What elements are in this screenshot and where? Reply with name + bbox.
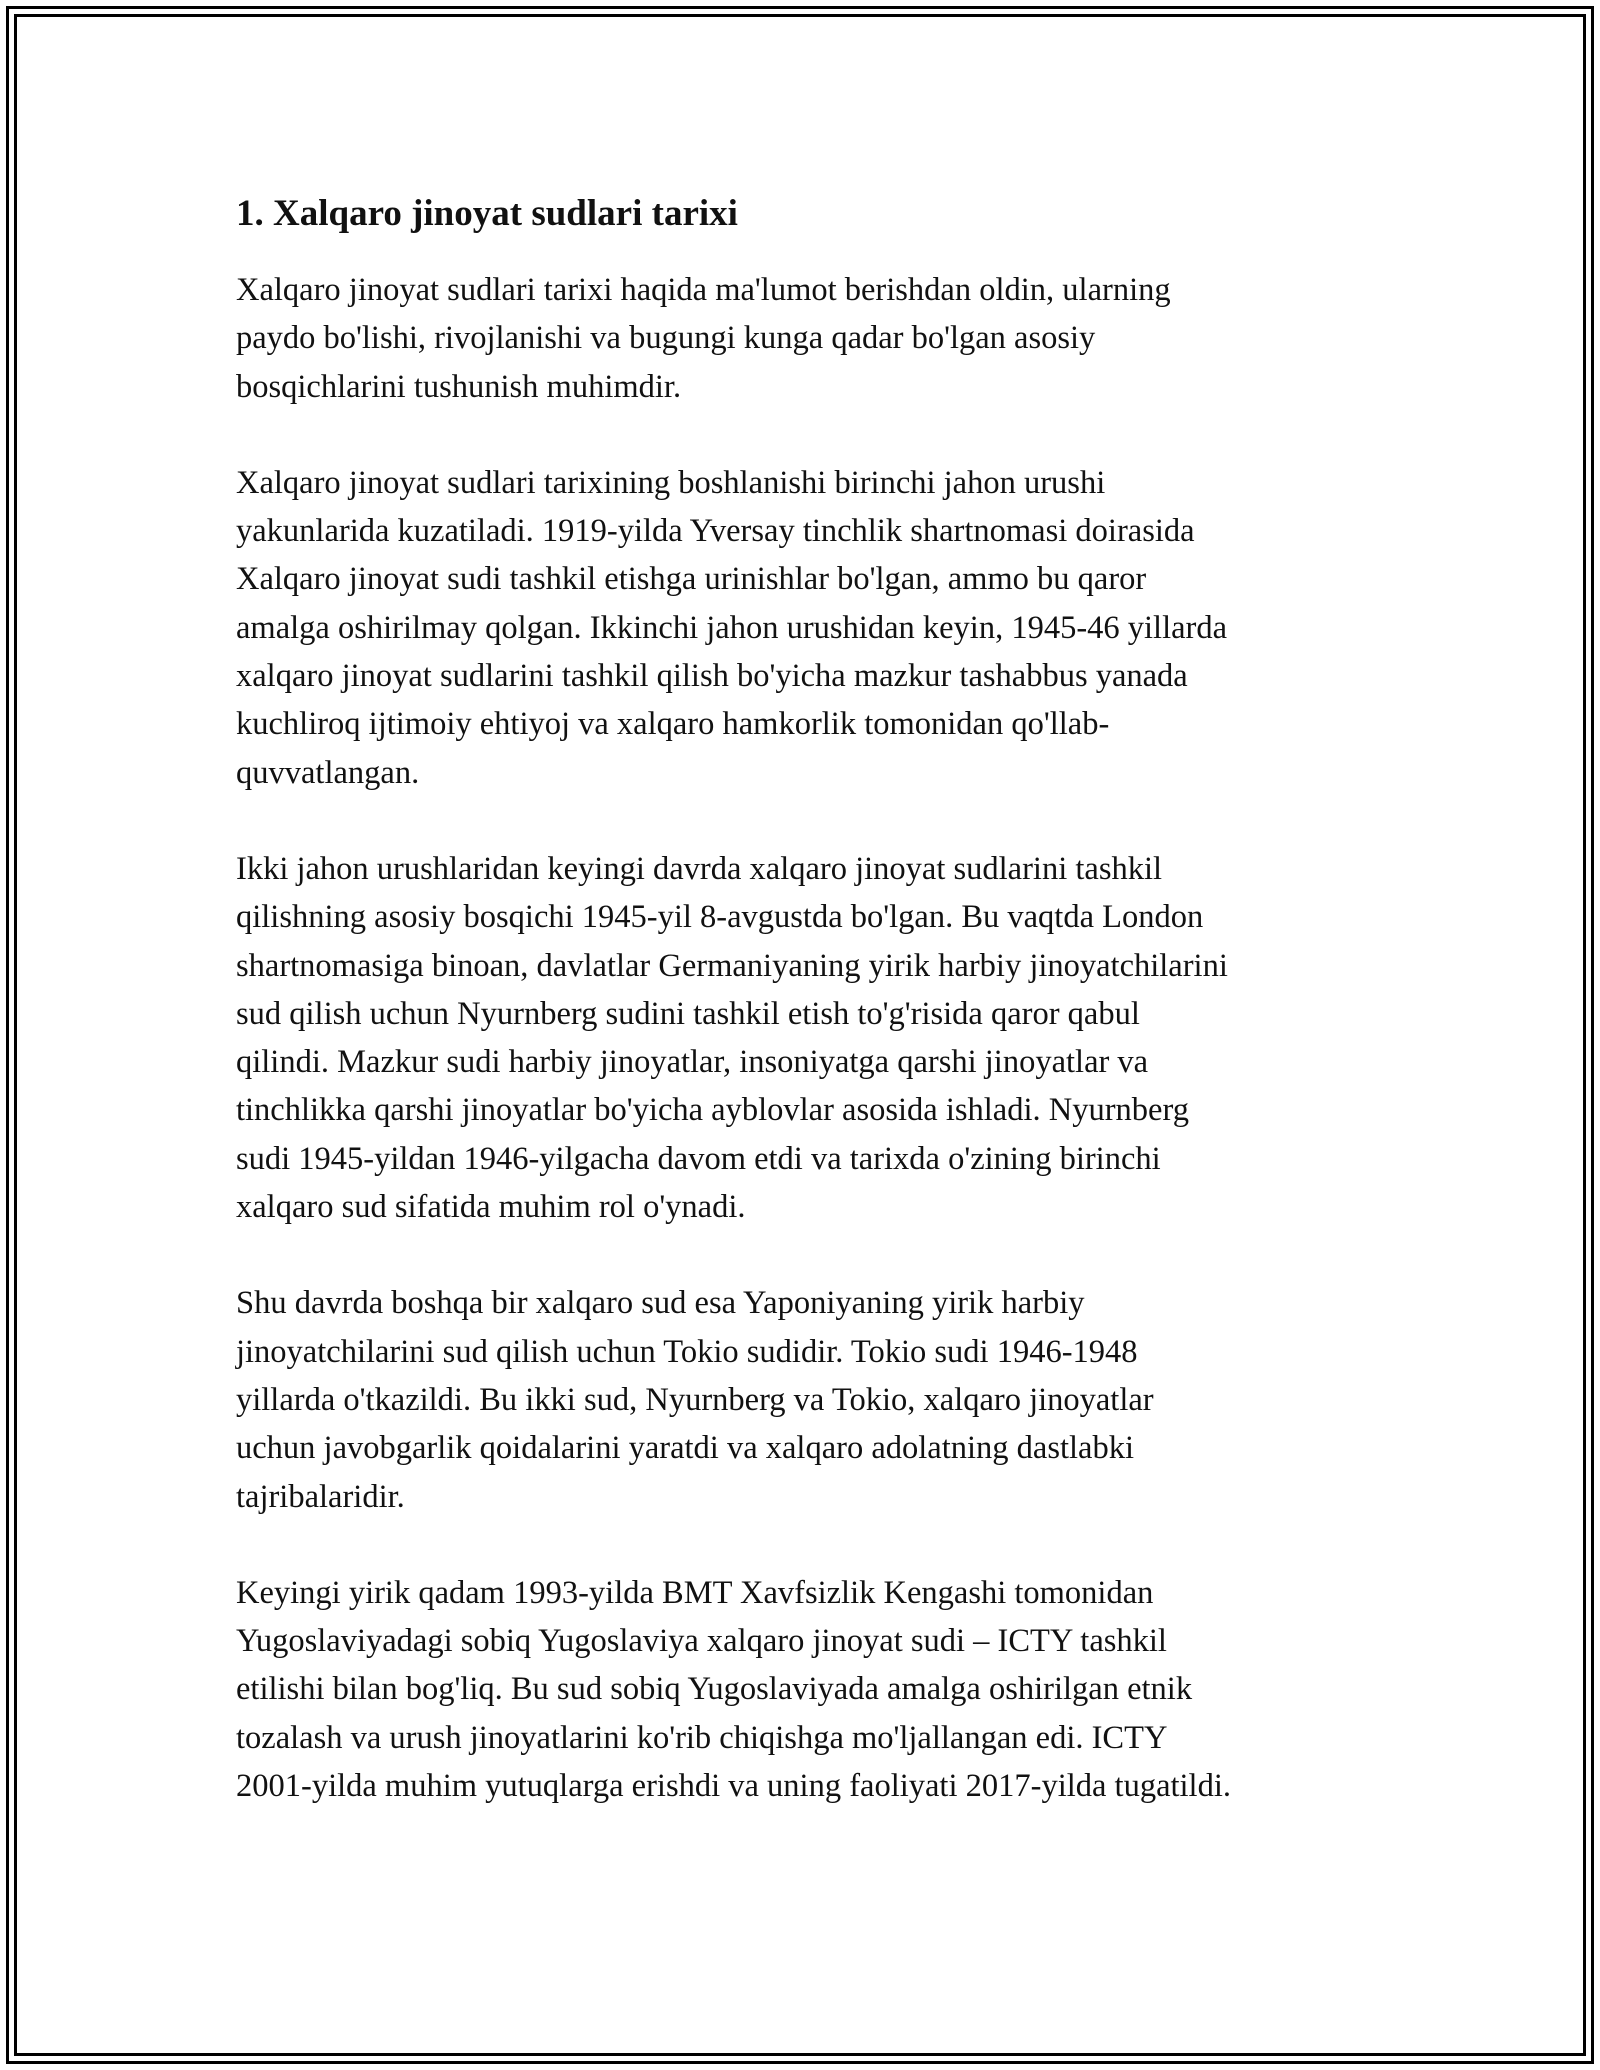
paragraph-origins: Xalqaro jinoyat sudlari tarixining boshlanishi birinchi jahon urushi yakunlarida kuzatiladi. 1919-yilda Yversay tinchlik shartnomasi doirasida Xalqaro jinoyat sudi tashkil etishga urinishlar bo'lgan, ammo bu qaror amalga oshirilmay qolgan. Ikkinchi jahon urushidan keyin, 1945-46 yillarda xalqaro jinoyat sudlarini tashkil qilish bo'yicha mazkur tashabbus yanada kuchliroq ijtimoiy ehtiyoj va xalqaro hamkorlik tomonidan qo'llab- quvvatlangan.	[236, 464, 1228, 791]
section-title: 1. Xalqaro jinoyat sudlari tarixi	[236, 193, 738, 234]
paragraph-nuremberg: Ikki jahon urushlaridan keyingi davrda xalqaro jinoyat sudlarini tashkil qilishning asosiy bosqichi 1945-yil 8-avgustda bo'lgan. Bu vaqtda London shartnomasiga binoan, davlatlar Germaniyaning yirik harbiy jinoyatchilarini sud qilish uchun Nyurnberg sudini tashkil etish to'g'risida qaror qabul qilindi. Mazkur sudi harbiy jinoyatlar, insoniyatga qarshi jinoyatlar va tinchlikka qarshi jinoyatlar bo'yicha ayblovlar asosida ishladi. Nyurnberg sudi 1945-yildan 1946-yilgacha davom etdi va tarixda o'zining birinchi xalqaro sud sifatida muhim rol o'ynadi.	[236, 850, 1228, 1226]
paragraph-icty: Keyingi yirik qadam 1993-yilda BMT Xavfsizlik Kengashi tomonidan Yugoslaviyadagi sobiq Yugoslaviya xalqaro jinoyat sudi – ICTY tashkil etilishi bilan bog'liq. Bu sud sobiq Yugoslaviyada amalga oshirilgan etnik tozalash va urush jinoyatlarini ko'rib chiqishga mo'ljallangan edi. ICTY 2001-yilda muhim yutuqlarga erishdi va uning faoliyati 2017-yilda tugatildi.	[236, 1574, 1231, 1805]
document-body	[236, 186, 1366, 1858]
paragraph-tokyo: Shu davrda boshqa bir xalqaro sud esa Yaponiyaning yirik harbiy jinoyatchilarini sud qilish uchun Tokio sudidir. Tokio sudi 1946-1948 yillarda o'tkazildi. Bu ikki sud, Nyurnberg va Tokio, xalqaro jinoyatlar uchun javobgarlik qoidalarini yaratdi va xalqaro adolatning dastlabki tajribalaridir.	[236, 1285, 1154, 1515]
paragraph-intro: Xalqaro jinoyat sudlari tarixi haqida ma'lumot berishdan oldin, ularning paydo bo'lishi, rivojlanishi va bugungi kunga qadar bo'lgan asosiy bosqichlarini tushunish muhimdir.	[236, 272, 1171, 405]
